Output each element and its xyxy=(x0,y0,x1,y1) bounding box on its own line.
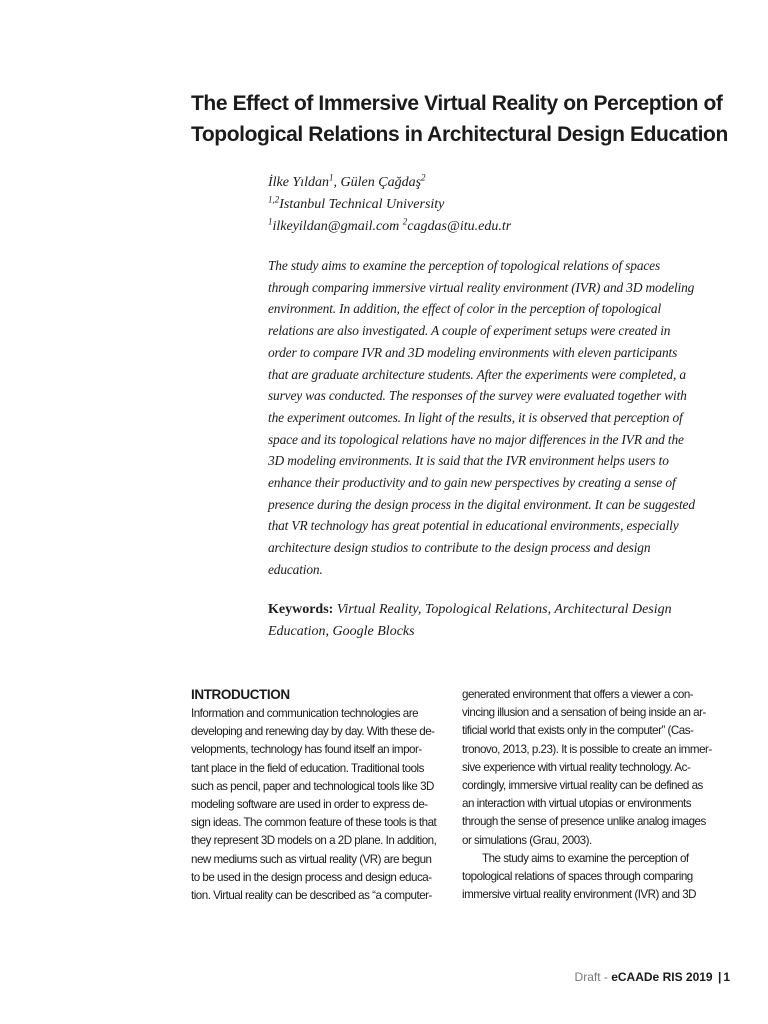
body-line: sign ideas. The common feature of these tools is that xyxy=(191,816,437,830)
body-line: developing and renewing day by day. With these de- xyxy=(191,725,435,739)
body-column-left xyxy=(191,686,443,905)
abstract xyxy=(268,255,714,581)
abstract-line: enhance their productivity and to gain new perspectives by creating a sense of xyxy=(268,475,676,491)
author-1: İlke Yıldan xyxy=(268,175,330,190)
body-line: velopments, technology has found itself an impor- xyxy=(191,743,422,757)
body-line: vincing illusion and a sensation of being inside an ar- xyxy=(462,706,706,720)
email-2: cagdas@itu.edu.tr xyxy=(407,219,512,234)
abstract-line: education. xyxy=(268,561,323,577)
author-names xyxy=(268,172,708,194)
author-1-sup: 1 xyxy=(329,172,334,183)
abstract-line: survey was conducted. The responses of the survey were evaluated together with xyxy=(268,388,687,404)
body-line: to be used in the design process and design educa- xyxy=(191,870,432,884)
email-1: ilkeyildan@gmail.com xyxy=(272,219,400,234)
abstract-line: through comparing immersive virtual reality environment (IVR) and 3D modeling xyxy=(268,279,695,295)
title-line-1: The Effect of Immersive Virtual Reality on Perception of xyxy=(191,92,723,115)
body-line: Information and communication technologies are xyxy=(191,707,419,720)
body-line: such as pencil, paper and technological tools like 3D xyxy=(191,779,434,793)
body-line: The study aims to examine the perception of xyxy=(482,851,689,865)
body-line: generated environment that offers a viewer a con- xyxy=(462,688,694,701)
author-block xyxy=(268,172,708,238)
abstract-line: that VR technology has great potential in educational environments, especially xyxy=(268,518,679,534)
author-emails xyxy=(268,216,708,238)
body-line: they represent 3D models on a 2D plane. In addition, xyxy=(191,834,437,848)
body-line: or simulations (Grau, 2003). xyxy=(462,833,592,847)
body-line: an interaction with virtual utopias or environments xyxy=(462,797,692,811)
affiliation-text: Istanbul Technical University xyxy=(279,197,445,212)
body-line: modeling software are used in order to express de- xyxy=(191,798,428,812)
body-line: tion. Virtual reality can be described as “a computer- xyxy=(191,889,432,903)
page-footer xyxy=(575,970,730,984)
paper-title xyxy=(191,88,731,150)
footer-separator: | xyxy=(717,970,722,984)
footer-draft-label: Draft - xyxy=(574,970,612,984)
keywords xyxy=(268,599,714,643)
body-line: through the sense of presence unlike analog images xyxy=(462,815,706,829)
body-line: tant place in the field of education. Traditional tools xyxy=(191,761,424,775)
keywords-list-1: Virtual Reality, Topological Relations, Architectural Design xyxy=(333,602,672,617)
keywords-label: Keywords: xyxy=(268,602,334,617)
body-line: tronovo, 2013, p.23). It is possible to create an immer- xyxy=(462,742,712,756)
affiliation-sup: 1,2 xyxy=(268,194,280,205)
abstract-line: relations are also investigated. A couple of experiment setups were created in xyxy=(268,323,671,339)
abstract-line: that are graduate architecture students. After the experiments were completed, a xyxy=(268,366,686,382)
section-heading-introduction: INTRODUCTION xyxy=(191,687,290,702)
keywords-list-2: Education, Google Blocks xyxy=(268,624,415,639)
body-line: sive experience with virtual reality technology. Ac- xyxy=(462,760,691,774)
author-2: , Gülen Çağdaş xyxy=(333,175,422,190)
author-2-sup: 2 xyxy=(421,172,426,183)
body-line: new mediums such as virtual reality (VR) are begun xyxy=(191,852,432,866)
keywords-line-1 xyxy=(268,599,714,621)
body-column-right xyxy=(462,686,714,904)
title-line-2: Topological Relations in Architectural Design Education xyxy=(191,123,728,146)
abstract-line: order to compare IVR and 3D modeling environments with eleven participants xyxy=(268,344,678,360)
body-line: topological relations of spaces through comparing xyxy=(462,870,693,884)
body-line: cordingly, immersive virtual reality can be defined as xyxy=(462,779,703,793)
page-number: 1 xyxy=(723,970,730,984)
abstract-line: presence during the design process in the digital environment. It can be suggested xyxy=(268,496,695,512)
email-1-sup: 1 xyxy=(268,216,273,227)
email-2-sup: 2 xyxy=(402,216,408,227)
footer-conference: eCAADe RIS 2019 xyxy=(611,970,713,984)
abstract-line: space and its topological relations have no major differences in the IVR and the xyxy=(268,431,684,447)
abstract-line: The study aims to examine the perception of topological relations of spaces xyxy=(268,258,661,273)
body-line: tificial world that exists only in the computer” (Cas- xyxy=(462,724,694,738)
abstract-line: the experiment outcomes. In light of the results, it is observed that perception of xyxy=(268,409,683,425)
abstract-line: 3D modeling environments. It is said that the IVR environment helps users to xyxy=(268,453,669,469)
abstract-line: environment. In addition, the effect of color in the perception of topological xyxy=(268,301,662,317)
body-line: immersive virtual reality environment (IVR) and 3D xyxy=(462,888,697,902)
abstract-line: architecture design studios to contribute to the design process and design xyxy=(268,540,651,556)
affiliation xyxy=(268,194,708,216)
